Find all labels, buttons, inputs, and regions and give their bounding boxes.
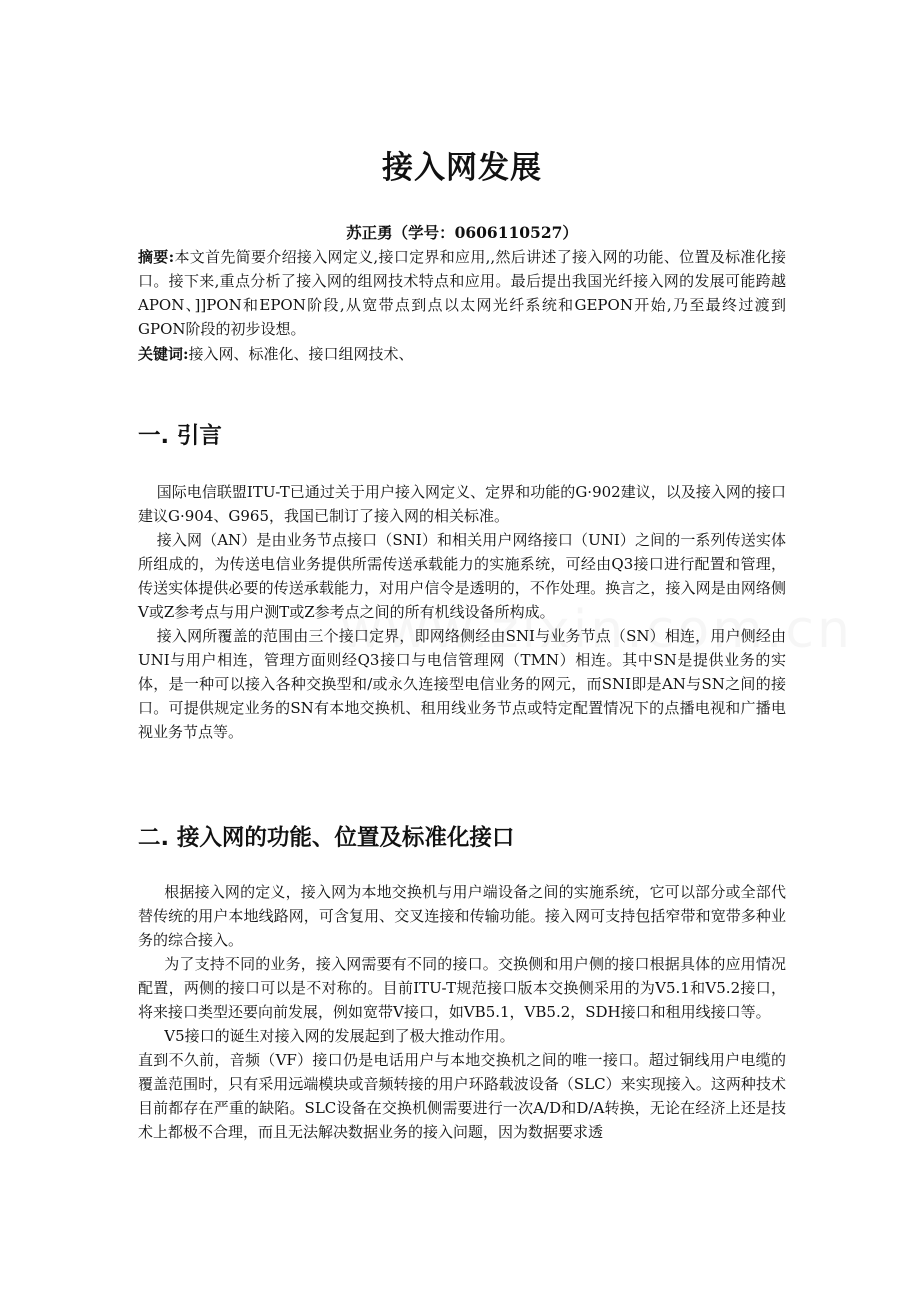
paragraph: 接入网所覆盖的范围由三个接口定界，即网络侧经由SNI与业务节点（SN）相连，用户侧经由UNI与用户相连，管理方面则经Q3接口与电信管理网（TMN）相连。其中SN是提供业务的实体，是一种可以接入各种交换型和/或永久连接型电信业务的网元，而SNI即是AN与SN之间的接口。可提供规定业务的SN有本地交换机、租用线业务节点或特定配置情况下的点播电视和广播电视业务节点等。 — [138, 627, 786, 741]
paper-title: 接入网发展 — [382, 150, 542, 186]
section-functions — [138, 880, 786, 1144]
section-introduction — [138, 480, 786, 744]
keywords-text: 接入网、标准化、接口组网技术、 — [188, 345, 414, 363]
abstract-label: 摘要: — [138, 248, 175, 266]
abstract — [138, 245, 786, 341]
abstract-text: 本文首先简要介绍接入网定义,接口定界和应用,,然后讲述了接入网的功能、位置及标准化接口。接下来,重点分析了接入网的组网技术特点和应用。最后提出我国光纤接入网的发展可能跨越APON、]]PON和EPON阶段,从宽带点到点以太网光纤系统和GEPON开始,乃至最终过渡到GPON阶段的初步设想。 — [138, 248, 786, 338]
section-heading-functions: 二. 接入网的功能、位置及标准化接口 — [138, 825, 515, 851]
paragraph: 根据接入网的定义，接入网为本地交换机与用户端设备之间的实施系统，它可以部分或全部代替传统的用户本地线路网，可含复用、交叉连接和传输功能。接入网可支持包括窄带和宽带多种业务的综合接入。 — [138, 883, 786, 949]
paragraph: 接入网（AN）是由业务节点接口（SNI）和相关用户网络接口（UNI）之间的一系列传送实体所组成的，为传送电信业务提供所需传送承载能力的实施系统，可经由Q3接口进行配置和管理，传送实体提供必要的传送承载能力，对用户信令是透明的，不作处理。换言之，接入网是由网络侧V或Z参考点与用户测T或Z参考点之间的所有机线设备所构成。 — [138, 531, 786, 621]
keywords-label: 关键词: — [138, 345, 189, 363]
paragraph: 为了支持不同的业务，接入网需要有不同的接口。交换侧和用户侧的接口根据具体的应用情况配置，两侧的接口可以是不对称的。目前ITU-T规范接口版本交换侧采用的为V5.1和V5.2接口，将来接口类型还要向前发展，例如宽带V接口，如VB5.1，VB5.2，SDH接口和租用线接口等。 — [138, 955, 786, 1021]
keywords — [138, 342, 786, 366]
paragraph: 直到不久前，音频（VF）接口仍是电话用户与本地交换机之间的唯一接口。超过铜线用户电缆的覆盖范围时，只有采用远端模块或音频转接的用户环路载波设备（SLC）来实现接入。这两种技术目前都存在严重的缺陷。SLC设备在交换机侧需要进行一次A/D和D/A转换，无论在经济上还是技术上都极不合理，而且无法解决数据业务的接入问题，因为数据要求透 — [138, 1051, 786, 1141]
paragraph: V5接口的诞生对接入网的发展起到了极大推动作用。 — [164, 1027, 515, 1045]
section-heading-introduction: 一. 引言 — [138, 423, 222, 449]
paragraph: 国际电信联盟ITU-T已通过关于用户接入网定义、定界和功能的G·902建议，以及接入网的接口建议G·904、G965，我国已制订了接入网的相关标准。 — [138, 483, 786, 525]
author-line: 苏正勇（学号：0606110527） — [346, 223, 578, 242]
